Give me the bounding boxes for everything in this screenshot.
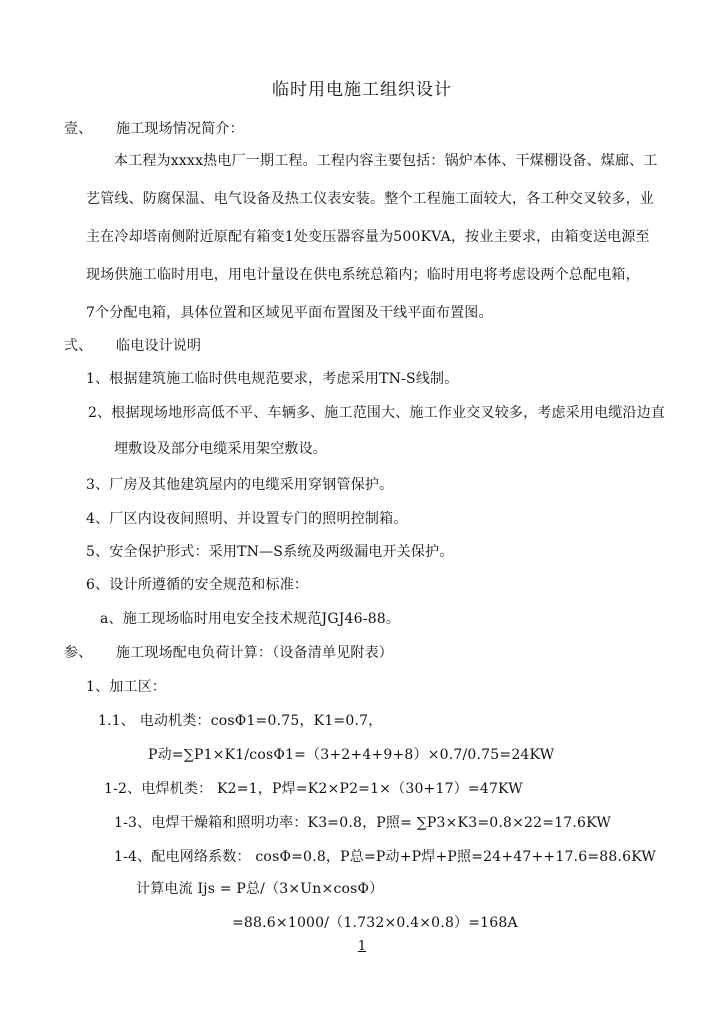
section-3-formula-p-motor: P动=∑P1×K1/cosΦ1=（3+2+4+9+8）×0.7/0.75=24KW <box>148 747 555 763</box>
section-2-item-4: 4、厂区内设夜间照明、并设置专门的照明控制箱。 <box>86 511 408 527</box>
section-1-heading <box>64 120 244 138</box>
section-2-item-6: 6、设计所遵循的安全规范和标准： <box>86 577 309 593</box>
section-2-item-1: 1、根据建筑施工临时供电规范要求，考虑采用TN-S线制。 <box>86 371 459 387</box>
section-2-title: 临电设计说明 <box>116 338 202 354</box>
section-3-item-1-4: 1-4、配电网络系数： cosΦ=0.8，P总=P动+P焊+P照=24+47++17.6=88.6KW <box>114 849 656 865</box>
section-1-paragraph-line-1: 本工程为xxxx热电厂一期工程。工程内容主要包括：锅炉本体、干煤棚设备、煤廊、工 <box>114 153 658 169</box>
section-2-item-2: 2、根据现场地形高低不平、车辆多、施工范围大、施工作业交叉较多，考虑采用电缆沿边直 <box>88 405 666 421</box>
section-3-item-1-2: 1-2、电焊机类： K2=1，P焊=K2×P2=1×（30+17）=47KW <box>104 781 523 797</box>
section-1-paragraph-line-5: 7个分配电箱，具体位置和区域见平面布置图及干线平面布置图。 <box>86 305 493 321</box>
section-2-item-6a: a、施工现场临时用电安全技术规范JGJ46-88。 <box>100 611 401 627</box>
section-3-number: 参、 <box>64 645 93 661</box>
section-1-number: 壹、 <box>64 121 93 137</box>
section-2-item-5: 5、安全保护形式：采用TN—S系统及两级漏电开关保护。 <box>86 544 454 560</box>
page-number-value: 1 <box>357 939 367 954</box>
section-3-formula-result: =88.6×1000/（1.732×0.4×0.8）=168A <box>232 915 518 931</box>
page-number <box>0 939 724 955</box>
section-3-item-1-3: 1-3、电焊干燥箱和照明功率：K3=0.8，P照= ∑P3×K3=0.8×22=17.6KW <box>114 815 611 831</box>
section-1-paragraph-line-4: 现场供施工临时用电，用电计量设在供电系统总箱内；临时用电将考虑设两个总配电箱， <box>86 267 640 283</box>
section-2-item-2-continued: 埋敷设及部分电缆采用架空敷设。 <box>114 441 327 457</box>
section-2-item-3: 3、厂房及其他建筑屋内的电缆采用穿钢管保护。 <box>86 477 394 493</box>
section-3-formula-current: 计算电流 Ijs = P总/（3×Un×cosΦ） <box>136 881 384 897</box>
section-3-heading <box>64 644 393 662</box>
section-3-title: 施工现场配电负荷计算：（设备清单见附表） <box>116 645 393 661</box>
document-title: 临时用电施工组织设计 <box>272 80 452 100</box>
section-3-item-1-1: 1.1、 电动机类：cosΦ1=0.75，K1=0.7， <box>98 713 383 729</box>
section-1-paragraph-line-2: 艺管线、防腐保温、电气设备及热工仪表安装。整个工程施工面较大，各工种交叉较多，业 <box>86 191 654 207</box>
section-1-paragraph-line-3: 主在冷却塔南侧附近原配有箱变1处变压器容量为500KVA，按业主要求，由箱变送电源至 <box>86 229 650 245</box>
section-2-number: 弍、 <box>64 338 93 354</box>
section-1-title: 施工现场情况简介： <box>116 121 244 137</box>
section-2-heading <box>64 337 201 355</box>
section-3-item-1: 1、加工区： <box>86 679 167 695</box>
